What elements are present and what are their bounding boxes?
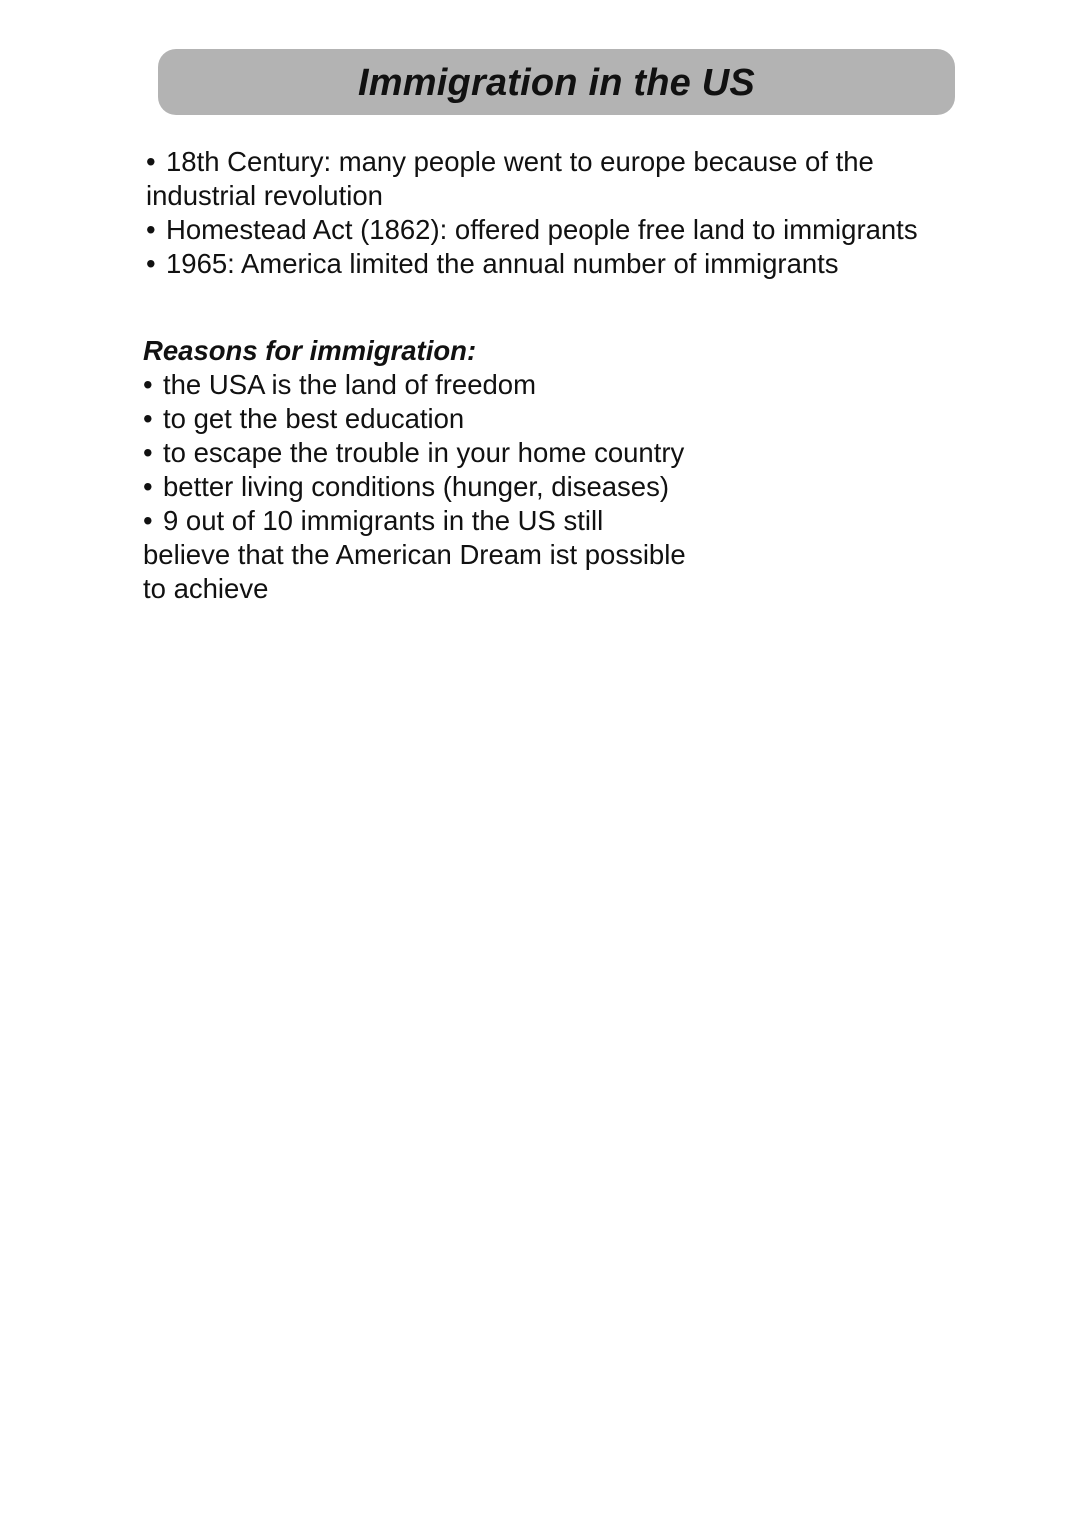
list-item-text: to escape the trouble in your home country xyxy=(163,437,685,468)
bullet-icon: • xyxy=(143,437,153,468)
list-item xyxy=(143,368,843,402)
list-item-continuation: to achieve xyxy=(143,573,269,604)
list-item-text: to get the best education xyxy=(163,403,465,434)
list-item xyxy=(143,402,843,436)
bullet-icon: • xyxy=(143,471,153,502)
list-item-text: better living conditions (hunger, diseases) xyxy=(163,471,669,502)
list-item-text: Homestead Act (1862): offered people free land to immigrants xyxy=(166,214,918,245)
list-item xyxy=(143,504,843,538)
list-item xyxy=(143,436,843,470)
list-item-text: 1965: America limited the annual number of immigrants xyxy=(166,248,839,279)
list-item xyxy=(146,145,1026,179)
bullet-icon: • xyxy=(146,248,156,279)
list-item-continuation: industrial revolution xyxy=(146,180,383,211)
facts-list xyxy=(146,145,1026,281)
bullet-icon: • xyxy=(146,214,156,245)
reasons-heading: Reasons for immigration: xyxy=(143,335,477,366)
list-item-text: the USA is the land of freedom xyxy=(163,369,536,400)
list-item xyxy=(143,470,843,504)
list-item-continuation: believe that the American Dream ist possible xyxy=(143,539,686,570)
list-item-text: 9 out of 10 immigrants in the US still xyxy=(163,505,604,536)
bullet-icon: • xyxy=(143,505,153,536)
bullet-icon: • xyxy=(143,403,153,434)
page-title: Immigration in the US xyxy=(358,61,755,104)
reasons-section xyxy=(143,334,843,606)
list-item-text: 18th Century: many people went to europe because of the xyxy=(166,146,874,177)
bullet-icon: • xyxy=(146,146,156,177)
bullet-icon: • xyxy=(143,369,153,400)
title-banner xyxy=(158,49,955,115)
list-item xyxy=(146,213,1026,247)
list-item xyxy=(146,247,1026,281)
